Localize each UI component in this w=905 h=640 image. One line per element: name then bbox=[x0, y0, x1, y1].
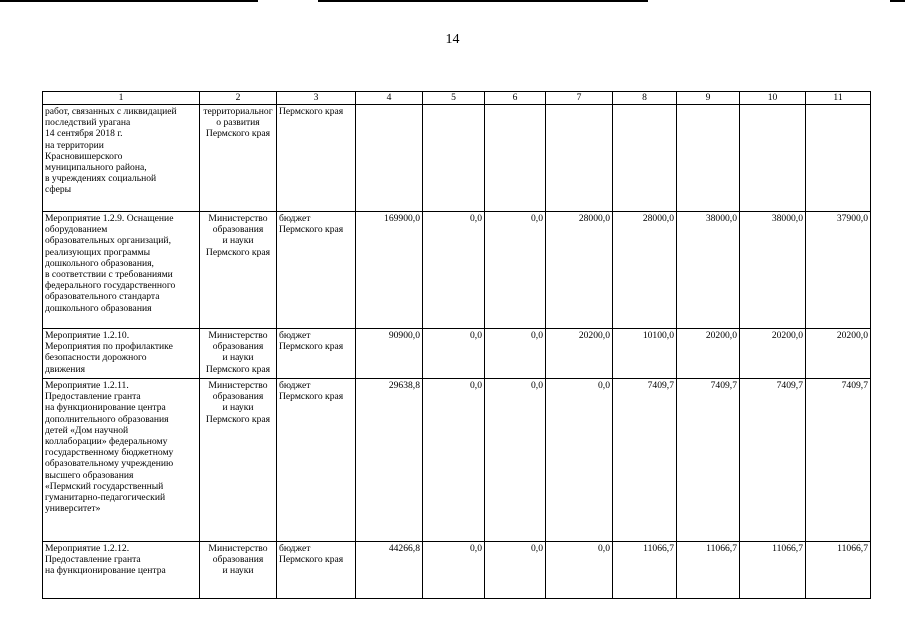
value-cell: 0,0 bbox=[485, 379, 546, 542]
value-cell: 7409,7 bbox=[740, 379, 806, 542]
value-cell: 28000,0 bbox=[546, 212, 613, 329]
funding-source-cell: бюджет Пермского края bbox=[277, 329, 356, 379]
value-cell: 0,0 bbox=[423, 542, 485, 605]
value-cell: 20200,0 bbox=[806, 329, 871, 379]
table-row bbox=[43, 212, 871, 329]
value-cell: 0,0 bbox=[485, 542, 546, 605]
value-cell: 11066,7 bbox=[806, 542, 871, 605]
value-cell: 38000,0 bbox=[677, 212, 740, 329]
value-cell: 0,0 bbox=[485, 212, 546, 329]
value-cell: 44266,8 bbox=[356, 542, 423, 605]
executor-cell: Министерство образования и науки bbox=[200, 542, 277, 605]
value-cell bbox=[423, 105, 485, 212]
value-cell: 0,0 bbox=[546, 542, 613, 605]
column-header: 10 bbox=[740, 92, 806, 105]
column-header: 9 bbox=[677, 92, 740, 105]
column-header: 5 bbox=[423, 92, 485, 105]
value-cell: 29638,8 bbox=[356, 379, 423, 542]
funding-source-cell: бюджет Пермского края bbox=[277, 542, 356, 605]
activity-cell: работ, связанных с ликвидацией последствий урагана 14 сентября 2018 г. на территории Красновишерского муниципального района, в учреждениях социальной сферы bbox=[43, 105, 200, 212]
value-cell: 0,0 bbox=[423, 212, 485, 329]
value-cell bbox=[806, 105, 871, 212]
value-cell: 11066,7 bbox=[613, 542, 677, 605]
value-cell: 11066,7 bbox=[740, 542, 806, 605]
value-cell: 0,0 bbox=[423, 329, 485, 379]
executor-cell: территориальног о развития Пермского края bbox=[200, 105, 277, 212]
value-cell: 38000,0 bbox=[740, 212, 806, 329]
column-header: 11 bbox=[806, 92, 871, 105]
value-cell: 20200,0 bbox=[546, 329, 613, 379]
table-header-row bbox=[43, 92, 871, 105]
executor-cell: Министерство образования и науки Пермского края bbox=[200, 379, 277, 542]
value-cell bbox=[356, 105, 423, 212]
executor-cell: Министерство образования и науки Пермского края bbox=[200, 212, 277, 329]
executor-cell: Министерство образования и науки Пермского края bbox=[200, 329, 277, 379]
value-cell bbox=[613, 105, 677, 212]
value-cell bbox=[677, 105, 740, 212]
table-row bbox=[43, 329, 871, 379]
value-cell: 0,0 bbox=[546, 379, 613, 542]
table-row bbox=[43, 542, 871, 605]
value-cell bbox=[546, 105, 613, 212]
value-cell: 7409,7 bbox=[806, 379, 871, 542]
top-scan-edge bbox=[0, 0, 905, 2]
column-header: 6 bbox=[485, 92, 546, 105]
column-header: 3 bbox=[277, 92, 356, 105]
table-row bbox=[43, 379, 871, 542]
value-cell: 20200,0 bbox=[677, 329, 740, 379]
value-cell: 37900,0 bbox=[806, 212, 871, 329]
activity-cell: Мероприятие 1.2.12. Предоставление гранта на функционирование центра bbox=[43, 542, 200, 605]
value-cell bbox=[740, 105, 806, 212]
page-bottom-margin bbox=[0, 598, 905, 640]
value-cell: 0,0 bbox=[423, 379, 485, 542]
value-cell: 7409,7 bbox=[613, 379, 677, 542]
value-cell: 10100,0 bbox=[613, 329, 677, 379]
funding-source-cell: бюджет Пермского края bbox=[277, 212, 356, 329]
table-cut-line bbox=[42, 598, 871, 599]
value-cell: 169900,0 bbox=[356, 212, 423, 329]
activity-cell: Мероприятие 1.2.11. Предоставление гранта на функционирование центра дополнительного образования детей «Дом научной коллаборации» федеральному государственному бюджетному образовательному учреждению высшего образования «Пермский государственный гуманитарно-педагогический университет» bbox=[43, 379, 200, 542]
activity-cell: Мероприятие 1.2.10. Мероприятия по профилактике безопасности дорожного движения bbox=[43, 329, 200, 379]
value-cell: 7409,7 bbox=[677, 379, 740, 542]
page-number: 14 bbox=[445, 32, 460, 47]
funding-source-cell: бюджет Пермского края bbox=[277, 379, 356, 542]
value-cell bbox=[485, 105, 546, 212]
column-header: 8 bbox=[613, 92, 677, 105]
value-cell: 90900,0 bbox=[356, 329, 423, 379]
program-activities-table bbox=[42, 91, 871, 605]
value-cell: 11066,7 bbox=[677, 542, 740, 605]
funding-source-cell: Пермского края bbox=[277, 105, 356, 212]
column-header: 7 bbox=[546, 92, 613, 105]
activity-cell: Мероприятие 1.2.9. Оснащение оборудованием образовательных организаций, реализующих программы дошкольного образования, в соответствии с требованиями федерального государственного образовательного стандарта дошкольного образования bbox=[43, 212, 200, 329]
column-header: 1 bbox=[43, 92, 200, 105]
value-cell: 20200,0 bbox=[740, 329, 806, 379]
column-header: 2 bbox=[200, 92, 277, 105]
table-row bbox=[43, 105, 871, 212]
value-cell: 28000,0 bbox=[613, 212, 677, 329]
value-cell: 0,0 bbox=[485, 329, 546, 379]
column-header: 4 bbox=[356, 92, 423, 105]
